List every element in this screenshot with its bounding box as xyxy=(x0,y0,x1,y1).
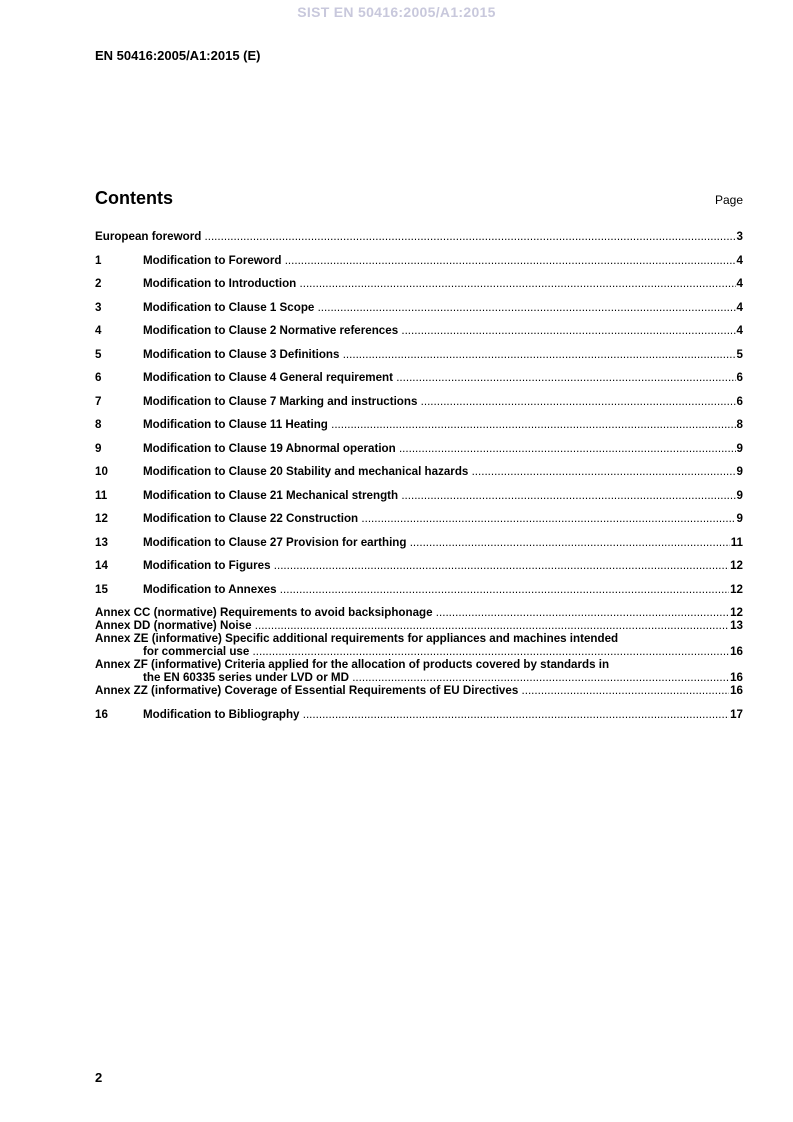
toc-entry-title: Modification to Bibliography ..... xyxy=(143,708,729,721)
toc-entry-page: 3 xyxy=(736,230,743,243)
toc-entry-continuation xyxy=(95,645,743,658)
toc-entry-16[interactable] xyxy=(95,708,743,721)
toc-entry-title: Modification to Clause 19 Abnormal operation ..... xyxy=(143,442,736,455)
contents-title: Contents xyxy=(95,188,173,208)
toc-entry-page: 9 xyxy=(736,488,743,502)
toc-entry-8[interactable] xyxy=(95,418,743,431)
toc-entry-page: 6 xyxy=(736,371,743,384)
toc-entry-1[interactable] xyxy=(95,254,743,267)
toc-entry-page: 9 xyxy=(736,512,743,525)
toc-entry-number: 5 xyxy=(95,347,102,361)
toc-entry-title: Modification to Annexes ..... xyxy=(143,583,729,596)
toc-entry-title: European foreword ..... xyxy=(95,230,736,243)
toc-entry-title: Modification to Clause 4 General requirement ..... xyxy=(143,371,736,384)
toc-entry-page: 12 xyxy=(730,559,743,572)
toc-entry-title: Annex CC (normative) Requirements to avoid backsiphonage ..... xyxy=(95,606,729,619)
toc-entry-page: 13 xyxy=(730,619,743,632)
toc-entry-number: 11 xyxy=(95,488,108,502)
toc-entry-title: Modification to Foreword ..... xyxy=(143,254,736,267)
toc-entry-foreword[interactable] xyxy=(95,230,743,243)
watermark: SIST EN 50416:2005/A1:2015 xyxy=(297,4,496,20)
toc-entry-title-cont: the EN 60335 series under LVD or MD ..... xyxy=(143,671,729,684)
toc-entry-title: Annex DD (normative) Noise ..... xyxy=(95,619,729,632)
toc-entry-4[interactable] xyxy=(95,324,743,337)
toc-entry-title: Modification to Clause 2 Normative references ..... xyxy=(143,324,736,337)
toc-entry-page: 4 xyxy=(736,300,743,314)
toc-entry-5[interactable] xyxy=(95,348,743,361)
toc-entry-title: Modification to Clause 20 Stability and mechanical hazards ..... xyxy=(143,465,736,478)
toc-entry-7[interactable] xyxy=(95,395,743,408)
toc-entry-number: 6 xyxy=(95,371,102,384)
toc-entry-10[interactable] xyxy=(95,465,743,478)
toc-entry-page: 16 xyxy=(730,645,743,658)
toc-entry-number: 3 xyxy=(95,300,102,314)
table-of-contents xyxy=(95,230,743,721)
toc-entry-continuation xyxy=(95,671,743,684)
toc-entry-title: Modification to Clause 7 Marking and instructions ..... xyxy=(143,395,736,408)
toc-entry-page: 9 xyxy=(736,441,743,455)
toc-entry-page: 11 xyxy=(730,535,743,549)
toc-entry-number: 9 xyxy=(95,441,102,455)
toc-entry-number: 1 xyxy=(95,253,102,267)
toc-entry-number: 16 xyxy=(95,707,108,721)
toc-entry-title: Modification to Figures ..... xyxy=(143,559,729,572)
toc-entry-9[interactable] xyxy=(95,442,743,455)
toc-entry-title: Annex ZF (informative) Criteria applied for the allocation of products covered by standards in xyxy=(95,658,610,671)
toc-entry-12[interactable] xyxy=(95,512,743,525)
document-id: EN 50416:2005/A1:2015 (E) xyxy=(95,48,261,63)
toc-entry-14[interactable] xyxy=(95,559,743,572)
toc-entry-number: 4 xyxy=(95,324,102,337)
toc-entry-page: 6 xyxy=(736,394,743,408)
toc-entry-13[interactable] xyxy=(95,536,743,549)
toc-entry-title: Modification to Clause 1 Scope ..... xyxy=(143,301,736,314)
toc-entry-11[interactable] xyxy=(95,489,743,502)
toc-entry-15[interactable] xyxy=(95,583,743,596)
toc-entry-number: 2 xyxy=(95,277,102,290)
toc-annex-ze[interactable] xyxy=(95,632,743,658)
toc-entry-title: Annex ZE (informative) Specific additional requirements for appliances and machines intended xyxy=(95,632,619,645)
toc-entry-number: 7 xyxy=(95,394,102,408)
toc-entry-number: 12 xyxy=(95,512,108,525)
toc-entry-title: Modification to Clause 11 Heating ..... xyxy=(143,418,736,431)
toc-annex-cc[interactable] xyxy=(95,606,743,619)
toc-entry-title: Modification to Clause 3 Definitions ..... xyxy=(143,348,736,361)
toc-annex-zz[interactable] xyxy=(95,684,743,697)
toc-entry-page: 12 xyxy=(730,582,743,596)
toc-entry-number: 10 xyxy=(95,465,108,478)
toc-entry-6[interactable] xyxy=(95,371,743,384)
toc-entry-page: 5 xyxy=(736,347,743,361)
toc-entry-title: Modification to Clause 27 Provision for earthing ..... xyxy=(143,536,730,549)
toc-entry-page: 4 xyxy=(736,253,743,267)
toc-entry-number: 13 xyxy=(95,535,108,549)
toc-entry-number: 8 xyxy=(95,418,102,431)
toc-entry-title: Modification to Clause 22 Construction ..... xyxy=(143,512,736,525)
toc-annex-zf[interactable] xyxy=(95,658,743,684)
toc-entry-title: Annex ZZ (informative) Coverage of Essential Requirements of EU Directives ..... xyxy=(95,684,729,697)
toc-entry-number: 14 xyxy=(95,559,108,572)
toc-entry-page: 8 xyxy=(736,418,743,431)
toc-entry-page: 9 xyxy=(736,465,743,478)
toc-entry-number: 15 xyxy=(95,582,108,596)
page-number: 2 xyxy=(95,1070,103,1085)
toc-entry-title: Modification to Introduction ..... xyxy=(143,277,736,290)
page-column-label: Page xyxy=(714,193,743,207)
toc-entry-title: Modification to Clause 21 Mechanical strength ..... xyxy=(143,489,736,502)
toc-entry-3[interactable] xyxy=(95,301,743,314)
toc-entry-page: 16 xyxy=(730,671,743,684)
toc-entry-page: 4 xyxy=(736,277,743,290)
toc-entry-page: 12 xyxy=(730,606,743,619)
toc-entry-page: 17 xyxy=(730,707,743,721)
toc-entry-2[interactable] xyxy=(95,277,743,290)
toc-entry-page: 16 xyxy=(730,684,743,697)
toc-entry-title-cont: for commercial use ..... xyxy=(143,645,729,658)
toc-entry-page: 4 xyxy=(736,324,743,337)
toc-annex-dd[interactable] xyxy=(95,619,743,632)
